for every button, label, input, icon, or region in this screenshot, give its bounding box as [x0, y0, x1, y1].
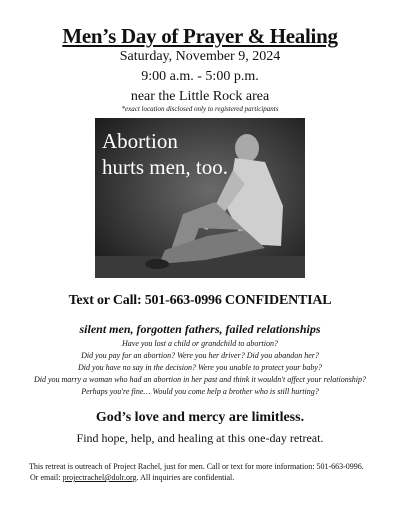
location-note: *exact location disclosed only to registered participants [121, 105, 279, 113]
email-link[interactable]: projectrachel@dolr.org [62, 473, 137, 482]
question-4: Did you marry a woman who had an abortion in her past and think it wouldn't affect your relationship? [33, 375, 367, 384]
footer-email-prefix: Or email: [30, 473, 63, 482]
event-location: near the Little Rock area [130, 89, 270, 104]
footer-info: This retreat is outreach of Project Rachel, just for men. Call or text for more information: 501-663-0996. [29, 462, 364, 471]
event-date: Saturday, November 9, 2024 [119, 49, 281, 64]
question-3: Did you have no say in the decision? Were you unable to protect your baby? [78, 363, 322, 372]
photo-man-sitting [95, 118, 305, 278]
flyer-title: Men’s Day of Prayer & Healing [62, 24, 338, 48]
question-1: Have you lost a child or grandchild to abortion? [122, 339, 278, 348]
question-5: Perhaps you're fine… Would you come help a brother who is still hurting? [81, 387, 319, 396]
tagline: silent men, forgotten fathers, failed relationships [79, 322, 321, 336]
question-2: Did you pay for an abortion? Were you her driver? Did you abandon her? [81, 351, 319, 360]
footer-email-line [30, 473, 234, 482]
photo-overlay-line-1: Abortion [102, 129, 178, 153]
contact-headline: Text or Call: 501-663-0996 CONFIDENTIAL [68, 293, 332, 308]
event-time: 9:00 a.m. - 5:00 p.m. [141, 69, 259, 84]
hope-statement: Find hope, help, and healing at this one-day retreat. [76, 431, 324, 445]
photo-overlay-line-2: hurts men, too. [102, 155, 228, 179]
footer-confidential: . All inquiries are confidential. [136, 473, 235, 482]
love-statement: God’s love and mercy are limitless. [95, 410, 305, 425]
